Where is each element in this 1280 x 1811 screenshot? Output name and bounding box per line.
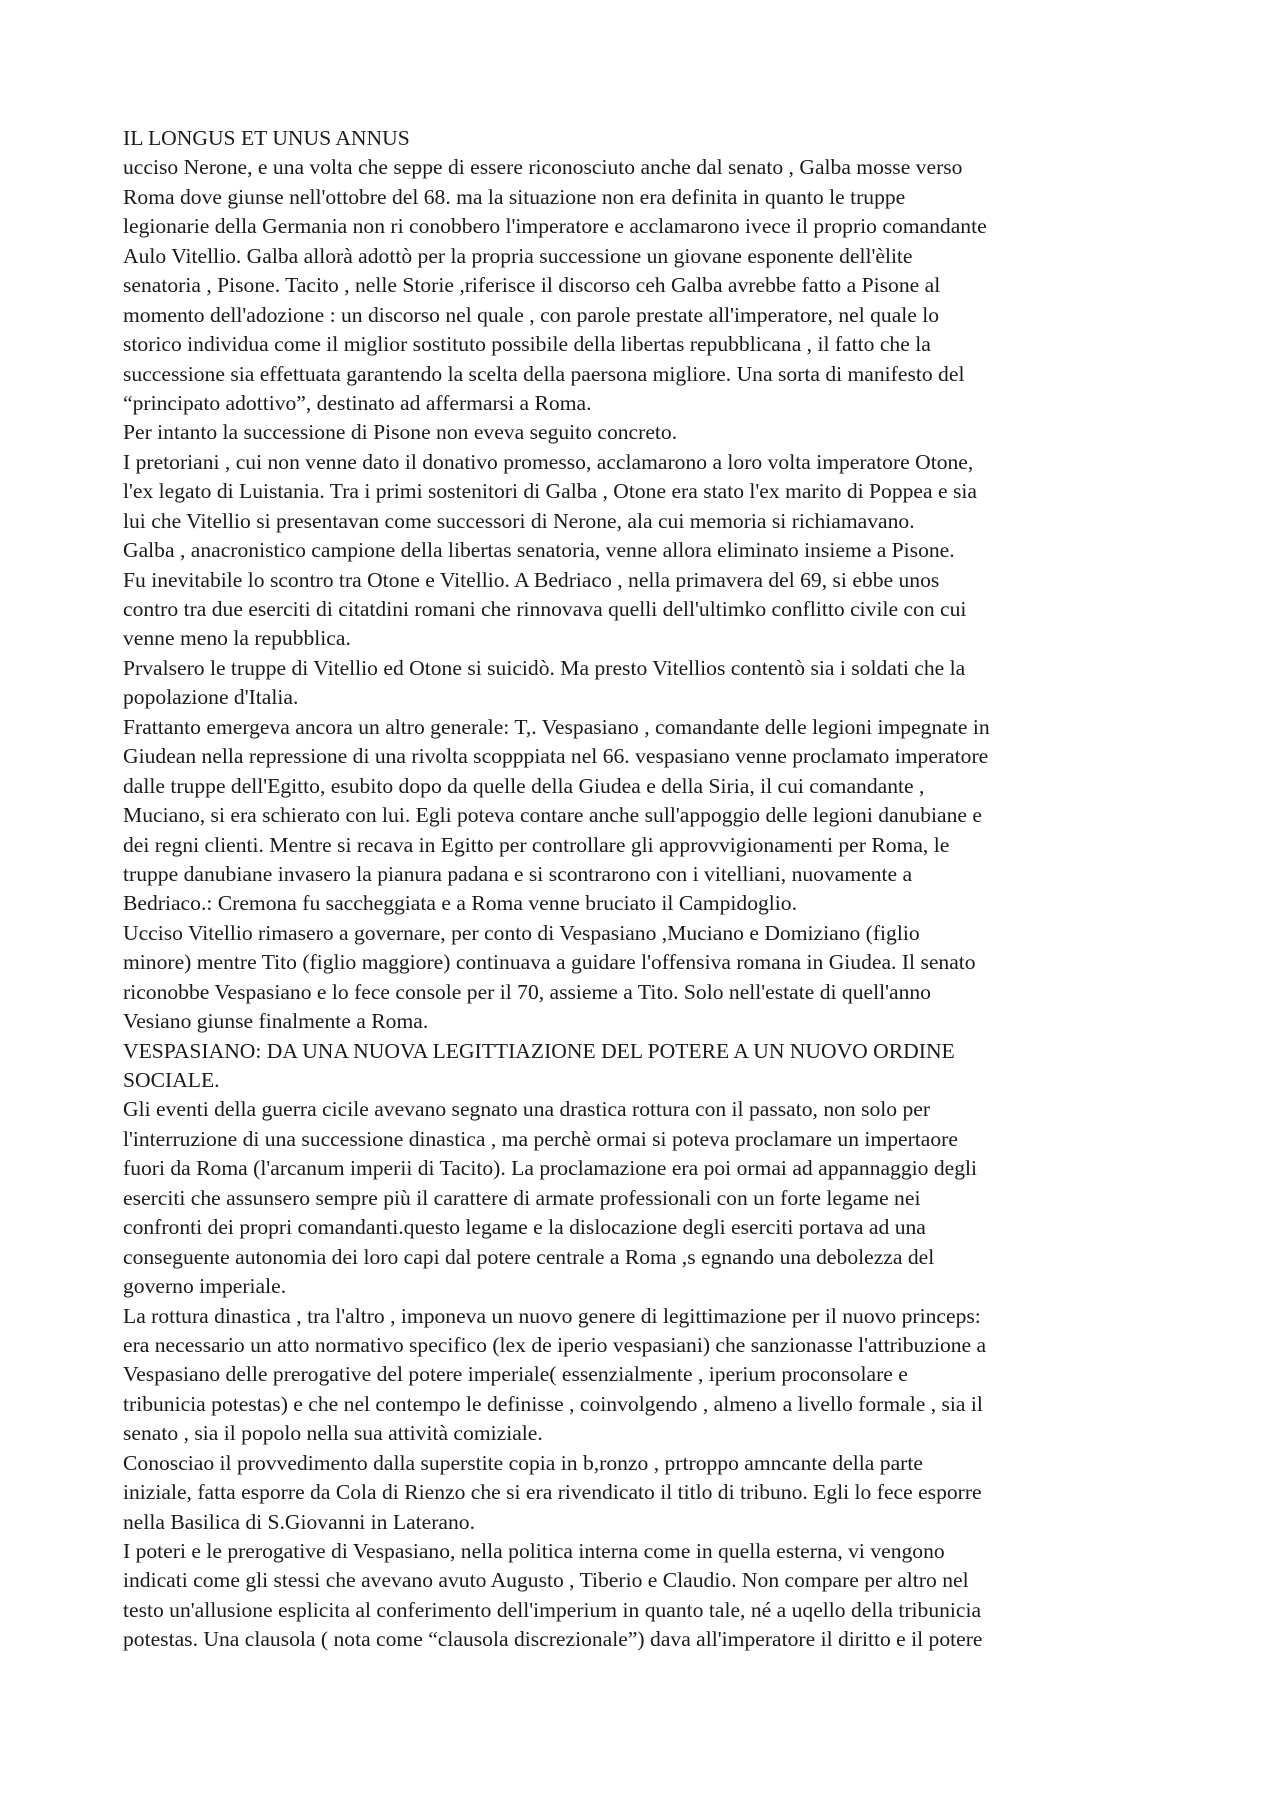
text-line: era necessario un atto normativo specifico (lex de iperio vespasiani) che sanzionasse l'attribuzione a	[123, 1332, 987, 1357]
text-line: I pretoriani , cui non venne dato il donativo promesso, acclamarono a loro volta imperatore Otone,	[123, 449, 974, 474]
text-line: Roma dove giunse nell'ottobre del 68. ma la situazione non era definita in quanto le truppe	[123, 184, 906, 209]
text-line: senato , sia il popolo nella sua attività comiziale.	[123, 1421, 543, 1446]
text-line: dei regni clienti. Mentre si recava in Egitto per controllare gli approvvigionamenti per Roma, le	[123, 832, 950, 857]
text-line: truppe danubiane invasero la pianura padana e si scontrarono con i vitelliani, nuovamente a	[123, 861, 913, 886]
text-line: potestas. Una clausola ( nota come “clausola discrezionale”) dava all'imperatore il diritto e il potere	[123, 1627, 983, 1652]
text-line: Aulo Vitellio. Galba allorà adottò per la propria successione un giovane esponente dell'èlite	[123, 243, 913, 268]
text-line: governo imperiale.	[123, 1274, 287, 1299]
text-line: Vesiano giunse finalmente a Roma.	[123, 1009, 429, 1034]
text-line: popolazione d'Italia.	[123, 685, 299, 710]
text-line: Muciano, si era schierato con lui. Egli poteva contare anche sull'appoggio delle legioni danubiane e	[123, 803, 982, 828]
text-line: Bedriaco.: Cremona fu saccheggiata e a Roma venne bruciato il Campidoglio.	[123, 891, 797, 916]
text-line: tribunicia potestas) e che nel contempo le definisse , coinvolgendo , almeno a livello formale , sia il	[123, 1391, 983, 1416]
text-line: successione sia effettuata garantendo la scelta della paersona migliore. Una sorta di manifesto del	[123, 361, 965, 386]
document-body	[123, 124, 1163, 1655]
text-line: ucciso Nerone, e una volta che seppe di essere riconosciuto anche dal senato , Galba mosse verso	[123, 155, 963, 180]
document-title: IL LONGUS ET UNUS ANNUS	[123, 126, 410, 150]
text-line: Gli eventi della guerra cicile avevano segnato una drastica rottura con il passato, non solo per	[123, 1097, 931, 1122]
text-line: l'ex legato di Luistania. Tra i primi sostenitori di Galba , Otone era stato l'ex marito di Poppea e sia	[123, 479, 977, 504]
text-line: nella Basilica di S.Giovanni in Laterano.	[123, 1509, 476, 1534]
text-line: Giudean nella repressione di una rivolta scopppiata nel 66. vespasiano venne proclamato imperatore	[123, 744, 989, 769]
text-line: conseguente autonomia dei loro capi dal potere centrale a Roma ,s egnando una debolezza del	[123, 1244, 935, 1269]
text-line: Ucciso Vitellio rimasero a governare, per conto di Vespasiano ,Muciano e Domiziano (figlio	[123, 920, 920, 945]
text-line: confronti dei propri comandanti.questo legame e la dislocazione degli eserciti portava ad una	[123, 1215, 926, 1240]
text-line: minore) mentre Tito (figlio maggiore) continuava a guidare l'offensiva romana in Giudea. Il senato	[123, 950, 976, 975]
section-heading: VESPASIANO: DA UNA NUOVA LEGITTIAZIONE DEL POTERE A UN NUOVO ORDINE	[123, 1038, 955, 1063]
text-line: legionarie della Germania non ri conobbero l'imperatore e acclamarono ivece il proprio comandante	[123, 214, 987, 239]
text-line: senatoria , Pisone. Tacito , nelle Storie ,riferisce il discorso ceh Galba avrebbe fatto a Pisone al	[123, 273, 941, 298]
text-line: I poteri e le prerogative di Vespasiano, nella politica interna come in quella esterna, vi vengono	[123, 1539, 945, 1563]
text-line: contro tra due eserciti di citatdini romani che rinnovava quelli dell'ultimko conflitto civile con cui	[123, 597, 967, 621]
text-line: venne meno la repubblica.	[123, 626, 351, 651]
text-line: eserciti che assunsero sempre più il carattere di armate professionali con un forte legame nei	[123, 1185, 921, 1210]
text-line: La rottura dinastica , tra l'altro , imponeva un nuovo genere di legittimazione per il nuovo princeps:	[123, 1303, 981, 1328]
text-line: Per intanto la successione di Pisone non eveva seguito concreto.	[123, 420, 678, 445]
text-line: Frattanto emergeva ancora un altro generale: T,. Vespasiano , comandante delle legioni impegnate in	[123, 714, 990, 739]
text-line: Vespasiano delle prerogative del potere imperiale( essenzialmente , iperium proconsolare e	[123, 1362, 908, 1387]
text-line: indicati come gli stessi che avevano avuto Augusto , Tiberio e Claudio. Non compare per altro nel	[123, 1568, 969, 1593]
text-line: l'interruzione di una successione dinastica , ma perchè ormai si poteva proclamare un impertaore	[123, 1126, 958, 1151]
text-line: “principato adottivo”, destinato ad affermarsi a Roma.	[123, 390, 592, 415]
text-line: fuori da Roma (l'arcanum imperii di Tacito). La proclamazione era poi ormai ad appannaggio degli	[123, 1156, 978, 1181]
text-line: riconobbe Vespasiano e lo fece console per il 70, assieme a Tito. Solo nell'estate di quell'anno	[123, 979, 931, 1004]
text-line: storico individua come il miglior sostituto possibile della libertas repubblicana , il fatto che la	[123, 332, 931, 357]
text-line: lui che Vitellio si presentavan come successori di Nerone, ala cui memoria si richiamavano.	[123, 508, 915, 533]
text-line: Prvalsero le truppe di Vitellio ed Otone si suicidò. Ma presto Vitellios contentò sia i soldati che la	[123, 655, 966, 680]
text-line: Conosciao il provvedimento dalla superstite copia in b,ronzo , prtroppo amncante della parte	[123, 1450, 923, 1475]
text-line: Galba , anacronistico campione della libertas senatoria, venne allora eliminato insieme a Pisone.	[123, 538, 955, 563]
section-heading: SOCIALE.	[123, 1068, 220, 1092]
text-line: dalle truppe dell'Egitto, esubito dopo da quelle della Giudea e della Siria, il cui comandante ,	[123, 773, 925, 798]
text-line: momento dell'adozione : un discorso nel quale , con parole prestate all'imperatore, nel quale lo	[123, 302, 940, 327]
text-line: Fu inevitabile lo scontro tra Otone e Vitellio. A Bedriaco , nella primavera del 69, si ebbe unos	[123, 567, 940, 592]
text-line: testo un'allusione esplicita al conferimento dell'imperium in quanto tale, né a uqello della tribunicia	[123, 1597, 982, 1622]
text-line: iniziale, fatta esporre da Cola di Rienzo che si era rivendicato il titlo di tribuno. Egli lo fece esporre	[123, 1480, 982, 1505]
